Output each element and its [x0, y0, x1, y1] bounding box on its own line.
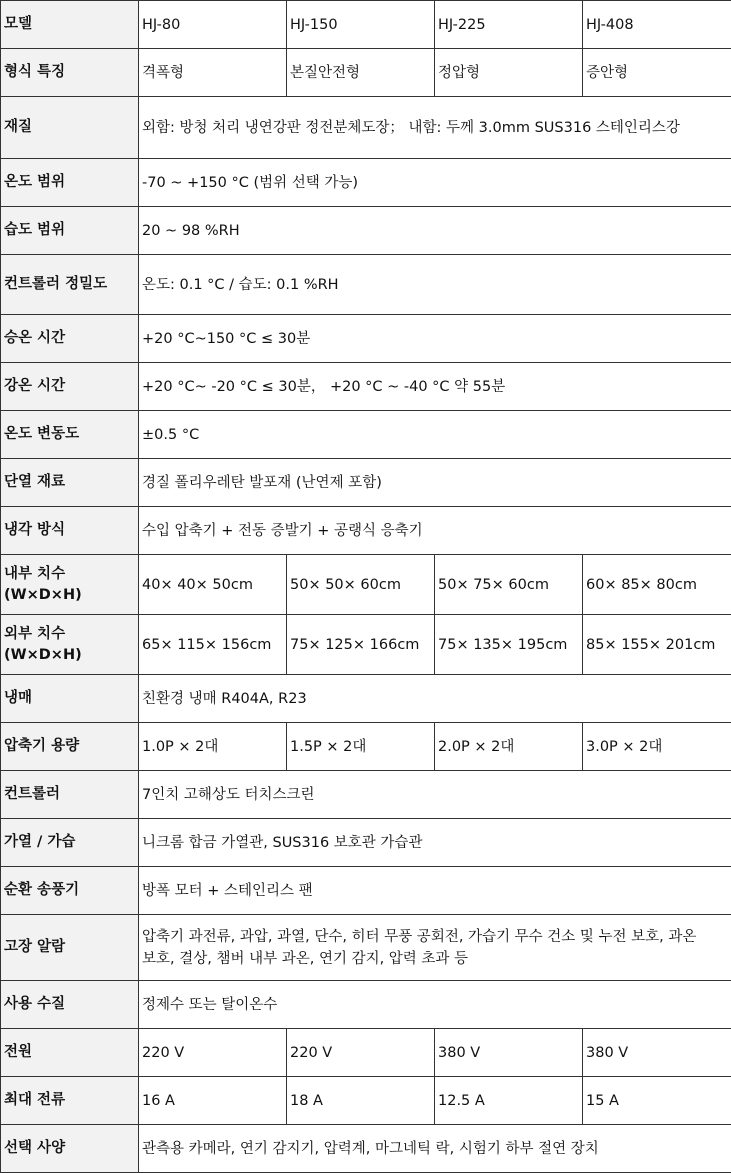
row-label: 순환 송풍기	[1, 867, 139, 915]
value-cell: 격폭형	[139, 49, 287, 97]
value-cell: 3.0P × 2대	[583, 723, 731, 771]
value-cell: +20 °C~ -20 °C ≤ 30분， +20 °C ~ -40 °C 약 55분	[139, 363, 731, 411]
row-label: 압축기 용량	[1, 723, 139, 771]
row-controller	[1, 771, 731, 819]
value-cell: HJ-408	[583, 1, 731, 49]
row-label: 재질	[1, 97, 139, 159]
row-label: 사용 수질	[1, 981, 139, 1029]
value-cell: 75× 125× 166cm	[287, 615, 435, 675]
value-cell: ±0.5 °C	[139, 411, 731, 459]
value-cell: 220 V	[287, 1029, 435, 1077]
value-cell: -70 ~ +150 °C (범위 선택 가능)	[139, 159, 731, 207]
value-cell: 친환경 냉매 R404A, R23	[139, 675, 731, 723]
row-material	[1, 97, 731, 159]
row-inner-dimensions	[1, 555, 731, 615]
row-compressor-capacity	[1, 723, 731, 771]
row-temp-range	[1, 159, 731, 207]
value-cell: HJ-150	[287, 1, 435, 49]
row-water-quality	[1, 981, 731, 1029]
value-cell: 방폭 모터 + 스테인리스 팬	[139, 867, 731, 915]
row-label: 선택 사양	[1, 1125, 139, 1173]
value-cell: 12.5 A	[435, 1077, 583, 1125]
row-label: 최대 전류	[1, 1077, 139, 1125]
row-insulation	[1, 459, 731, 507]
value-cell: 2.0P × 2대	[435, 723, 583, 771]
value-cell: 16 A	[139, 1077, 287, 1125]
row-label: 내부 치수 (W×D×H)	[1, 555, 139, 615]
value-cell: 7인치 고해상도 터치스크린	[139, 771, 731, 819]
row-model	[1, 1, 731, 49]
value-cell: 온도: 0.1 °C / 습도: 0.1 %RH	[139, 255, 731, 315]
row-cooling-method	[1, 507, 731, 555]
value-cell: 50× 75× 60cm	[435, 555, 583, 615]
row-label: 형식 특징	[1, 49, 139, 97]
value-cell: 40× 40× 50cm	[139, 555, 287, 615]
value-cell: 증안형	[583, 49, 731, 97]
value-cell: 1.0P × 2대	[139, 723, 287, 771]
row-fault-alarm	[1, 915, 731, 981]
value-cell: 60× 85× 80cm	[583, 555, 731, 615]
value-cell: HJ-80	[139, 1, 287, 49]
value-cell: 관측용 카메라, 연기 감지기, 압력계, 마그네틱 락, 시험기 하부 절연 장치	[139, 1125, 731, 1173]
row-label: 전원	[1, 1029, 139, 1077]
row-label: 고장 알람	[1, 915, 139, 981]
row-label: 가열 / 가습	[1, 819, 139, 867]
value-cell: 20 ~ 98 %RH	[139, 207, 731, 255]
value-cell: 정압형	[435, 49, 583, 97]
row-humidity-range	[1, 207, 731, 255]
row-type	[1, 49, 731, 97]
row-label: 단열 재료	[1, 459, 139, 507]
value-cell: 220 V	[139, 1029, 287, 1077]
value-cell: 니크롬 합금 가열관, SUS316 보호관 가습관	[139, 819, 731, 867]
row-label: 냉각 방식	[1, 507, 139, 555]
value-cell: 380 V	[435, 1029, 583, 1077]
row-heating-time	[1, 315, 731, 363]
row-cooling-time	[1, 363, 731, 411]
row-label: 냉매	[1, 675, 139, 723]
row-heating-humidifying	[1, 819, 731, 867]
value-cell: 15 A	[583, 1077, 731, 1125]
value-cell: 본질안전형	[287, 49, 435, 97]
value-cell: 1.5P × 2대	[287, 723, 435, 771]
value-cell: +20 °C~150 °C ≤ 30분	[139, 315, 731, 363]
value-cell: 외함: 방청 처리 냉연강판 정전분체도장； 내함: 두께 3.0mm SUS316 스테인리스강	[139, 97, 731, 159]
value-cell: 정제수 또는 탈이온수	[139, 981, 731, 1029]
value-cell: 경질 폴리우레탄 발포재 (난연제 포함)	[139, 459, 731, 507]
value-cell: 수입 압축기 + 전동 증발기 + 공랭식 응축기	[139, 507, 731, 555]
row-label: 외부 치수 (W×D×H)	[1, 615, 139, 675]
value-cell: 380 V	[583, 1029, 731, 1077]
row-outer-dimensions	[1, 615, 731, 675]
value-cell: 75× 135× 195cm	[435, 615, 583, 675]
value-cell: HJ-225	[435, 1, 583, 49]
row-temp-fluctuation	[1, 411, 731, 459]
row-label: 온도 범위	[1, 159, 139, 207]
value-cell: 50× 50× 60cm	[287, 555, 435, 615]
row-label: 컨트롤러 정밀도	[1, 255, 139, 315]
row-label: 습도 범위	[1, 207, 139, 255]
row-label: 컨트롤러	[1, 771, 139, 819]
value-cell: 압축기 과전류, 과압, 과열, 단수, 히터 무풍 공회전, 가습기 무수 건소 및 누전 보호, 과온 보호, 결상, 챔버 내부 과온, 연기 감지, 압력 초과 등	[139, 915, 731, 981]
row-controller-precision	[1, 255, 731, 315]
row-max-current	[1, 1077, 731, 1125]
row-label: 강온 시간	[1, 363, 139, 411]
row-circulation-fan	[1, 867, 731, 915]
row-label: 온도 변동도	[1, 411, 139, 459]
row-options	[1, 1125, 731, 1173]
row-power	[1, 1029, 731, 1077]
value-cell: 18 A	[287, 1077, 435, 1125]
value-cell: 85× 155× 201cm	[583, 615, 731, 675]
row-refrigerant	[1, 675, 731, 723]
value-cell: 65× 115× 156cm	[139, 615, 287, 675]
row-label: 승온 시간	[1, 315, 139, 363]
row-label: 모델	[1, 1, 139, 49]
